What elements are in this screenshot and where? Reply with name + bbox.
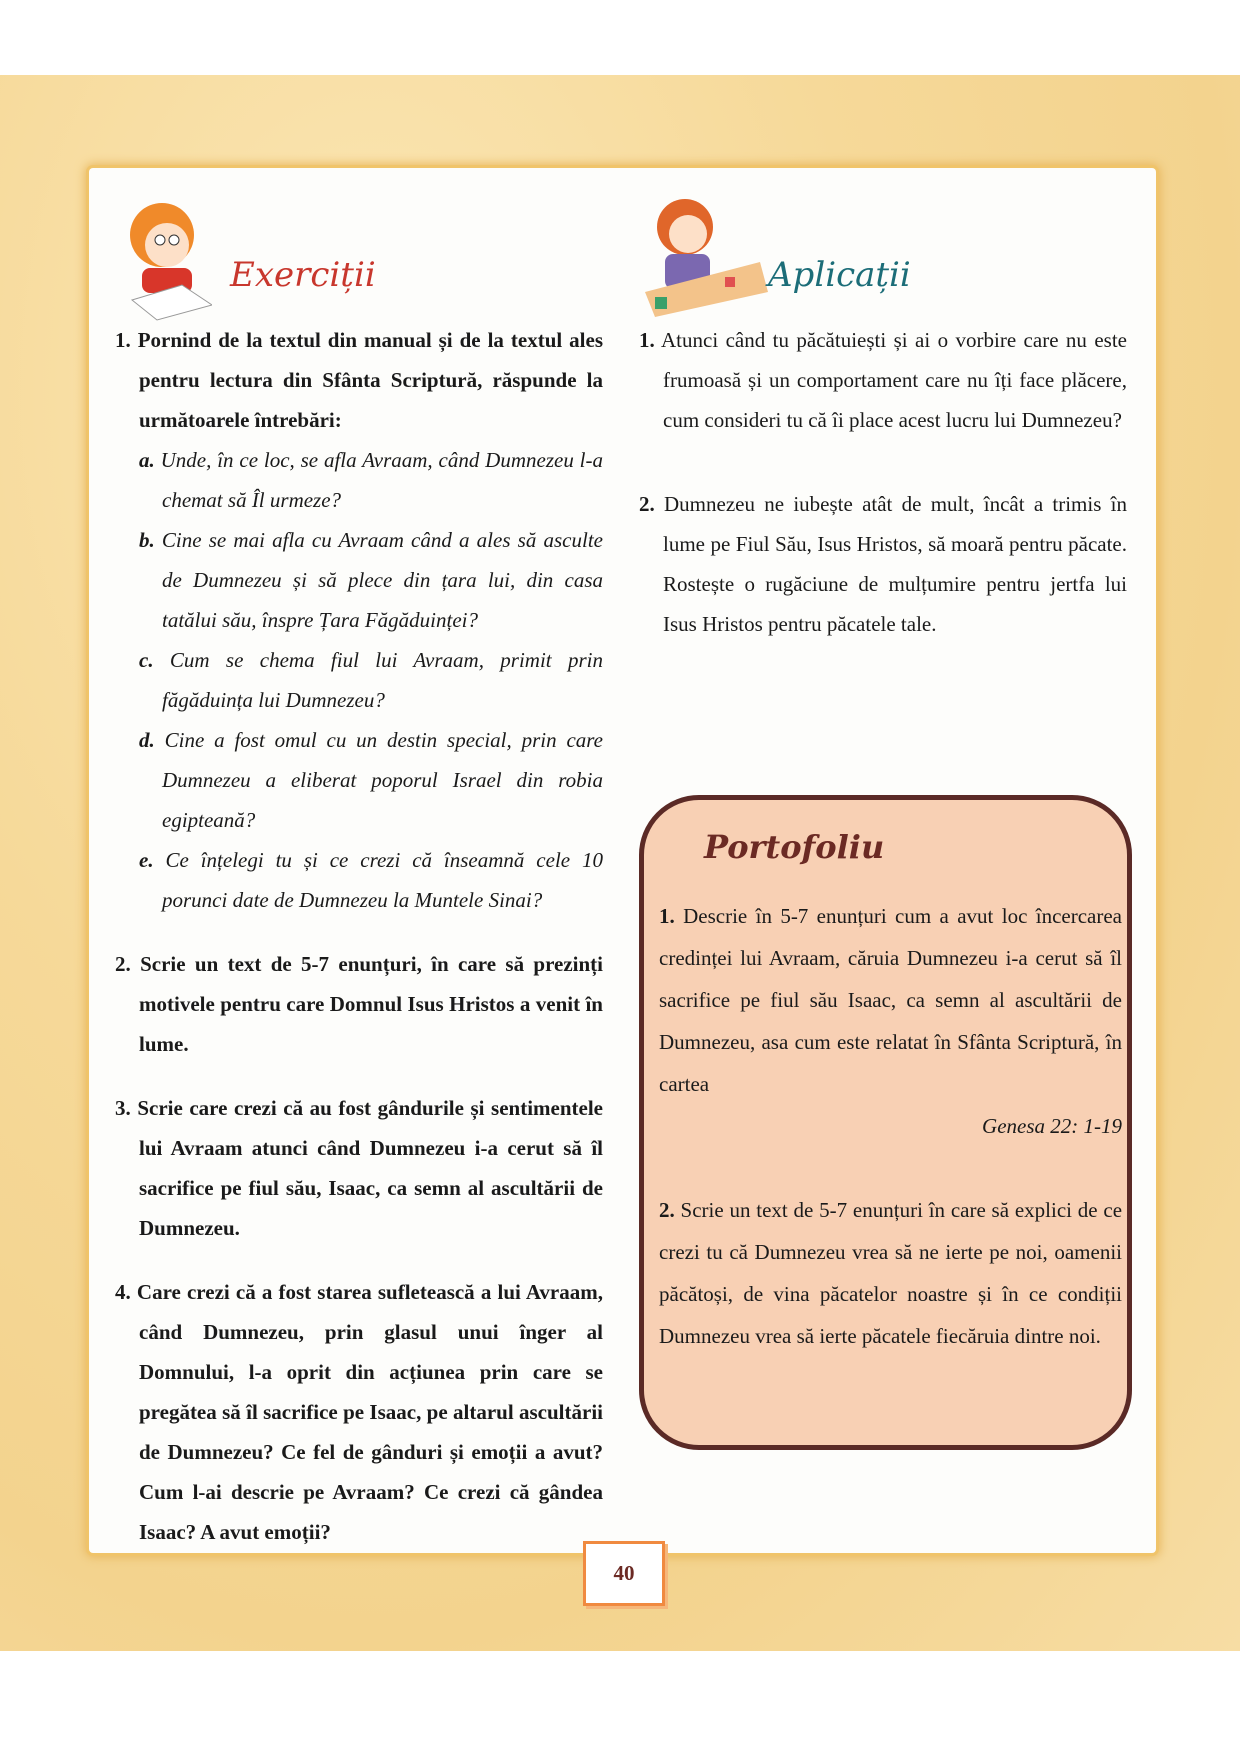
exercise-number: 1. bbox=[115, 328, 131, 352]
portofoliu-box bbox=[639, 795, 1132, 1450]
boy-writing-illustration bbox=[112, 190, 212, 325]
question-text: Cine se mai afla cu Avraam când a ales să asculte de Dumnezeu și să plece din țara lui, din casa tatălui său, înspre Țara Făgăduinței? bbox=[161, 528, 603, 632]
question-letter: d. bbox=[139, 728, 155, 752]
bible-reference: Genesa 22: 1-19 bbox=[982, 1114, 1122, 1138]
exercise-2 bbox=[115, 944, 603, 1064]
application-2 bbox=[639, 484, 1127, 644]
portfolio-task-2 bbox=[659, 1189, 1122, 1357]
exercitii-title: Exerciții bbox=[230, 255, 376, 295]
question-text: Unde, în ce loc, se afla Avraam, când Dumnezeu l-a chemat să Îl urmeze? bbox=[160, 448, 604, 512]
question-text: Ce înțelegi tu și ce crezi că înseamnă cele 10 porunci date de Dumnezeu la Muntele Sinai? bbox=[162, 848, 603, 912]
application-1 bbox=[639, 320, 1127, 440]
question-c bbox=[115, 640, 603, 720]
question-a bbox=[115, 440, 603, 520]
question-letter: c. bbox=[139, 648, 154, 672]
exercise-text: Care crezi că a fost starea sufletească a lui Avraam, când Dumnezeu, prin glasul unui înger al Domnului, l-a oprit din acțiunea prin care se pregătea să îl sacrifice pe Isaac, pe altarul ascultării de Dumnezeu? Ce fel de gânduri și emoții a avut? Cum l-ai descrie pe Avraam? Ce crezi că gândea Isaac? A avut emoții? bbox=[136, 1280, 603, 1544]
aplicatii-title: Aplicații bbox=[768, 255, 911, 295]
applications-column bbox=[639, 320, 1127, 668]
exercise-text: Scrie care crezi că au fost gândurile și sentimentele lui Avraam atunci când Dumnezeu i-a cerut să îl sacrifice pe fiul său, Isaac, ca semn al ascultării de Dumnezeu. bbox=[137, 1096, 604, 1240]
exercise-4 bbox=[115, 1272, 603, 1552]
application-number: 2. bbox=[639, 492, 655, 516]
task-text: Descrie în 5-7 enunțuri cum a avut loc încercarea credinței lui Avraam, căruia Dumnezeu i-a cerut să îl sacrifice pe fiul său Isaac, ca semn al ascultării de Dumnezeu, asa cum este relatat în Sfânta Scriptură, în cartea bbox=[659, 904, 1122, 1096]
question-e bbox=[115, 840, 603, 920]
exercise-number: 3. bbox=[115, 1096, 131, 1120]
exercise-number: 2. bbox=[115, 952, 131, 976]
task-number: 1. bbox=[659, 904, 675, 928]
question-text: Cine a fost omul cu un destin special, prin care Dumnezeu a eliberat poporul Israel din robia egipteană? bbox=[162, 728, 604, 832]
exercises-column bbox=[115, 320, 603, 1576]
question-letter: e. bbox=[139, 848, 154, 872]
portfolio-task-1 bbox=[659, 895, 1122, 1105]
task-number: 2. bbox=[659, 1198, 675, 1222]
exercise-number: 4. bbox=[115, 1280, 131, 1304]
question-letter: b. bbox=[139, 528, 155, 552]
question-text: Cum se chema fiul lui Avraam, primit prin făgăduința lui Dumnezeu? bbox=[162, 648, 603, 712]
question-d bbox=[115, 720, 603, 840]
page-number: 40 bbox=[583, 1541, 665, 1606]
girl-crafting-illustration bbox=[640, 192, 770, 322]
exercise-3 bbox=[115, 1088, 603, 1248]
exercise-text: Scrie un text de 5-7 enunțuri, în care să prezinți motivele pentru care Domnul Isus Hristos a venit în lume. bbox=[139, 952, 604, 1056]
portofoliu-title: Portofoliu bbox=[704, 828, 885, 866]
application-text: Dumnezeu ne iubește atât de mult, încât a trimis în lume pe Fiul Său, Isus Hristos, să moară pentru păcate. Rostește o rugăciune de mulțumire pentru jertfa lui Isus Hristos pentru păcatele tale. bbox=[663, 492, 1127, 636]
application-text: Atunci când tu păcătuiești și ai o vorbire care nu este frumoasă și un comportament care nu îți face plăcere, cum consideri tu că îi place acest lucru lui Dumnezeu? bbox=[661, 328, 1127, 432]
exercise-1 bbox=[115, 320, 603, 920]
exercise-text: Pornind de la textul din manual și de la textul ales pentru lectura din Sfânta Scriptură, răspunde la următoarele întrebări: bbox=[137, 328, 604, 432]
question-b bbox=[115, 520, 603, 640]
application-number: 1. bbox=[639, 328, 655, 352]
task-text: Scrie un text de 5-7 enunțuri în care să explici de ce crezi tu că Dumnezeu vrea să ne ierte pe noi, oamenii păcătoși, de vina păcatelor noastre și în ce condiții Dumnezeu vrea să ierte păcatele fiecăruia dintre noi. bbox=[659, 1198, 1123, 1348]
question-letter: a. bbox=[139, 448, 155, 472]
